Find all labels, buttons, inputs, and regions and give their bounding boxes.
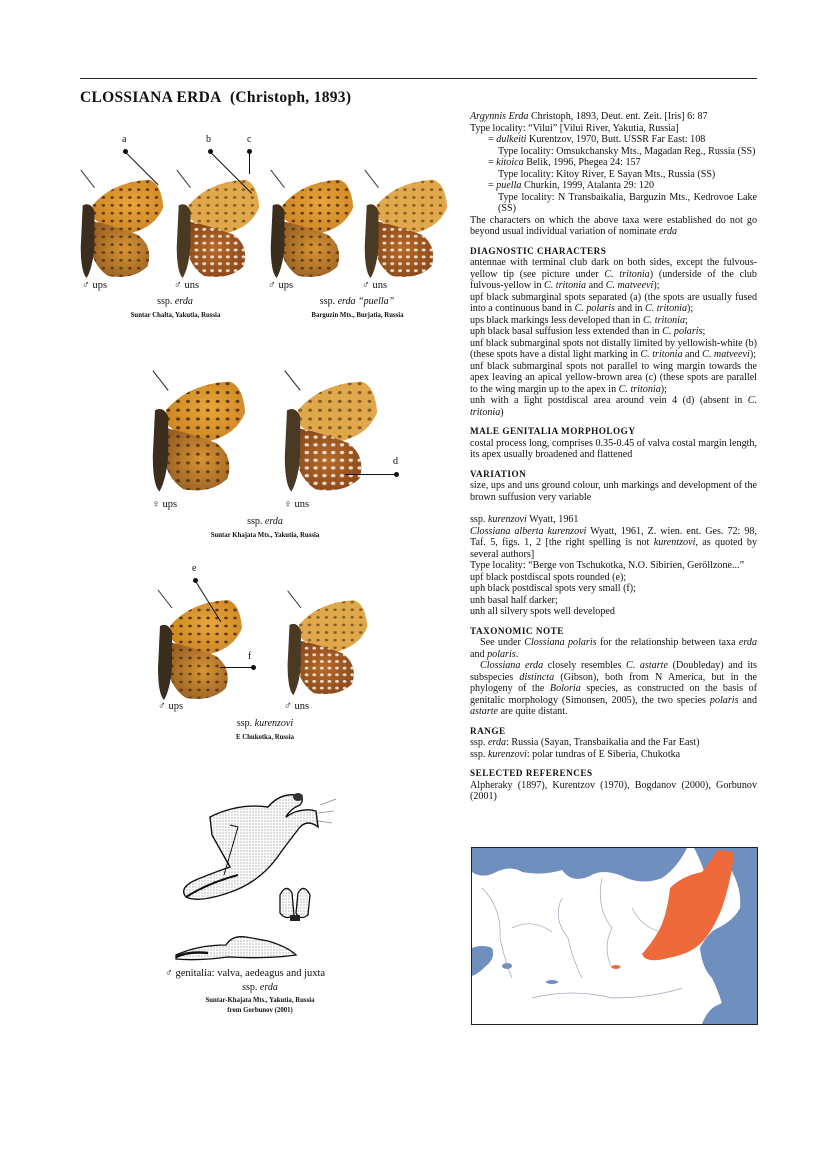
ti: C. tritonia [644,303,688,314]
distribution-map [471,847,758,1025]
ti: kurentzovi [653,537,696,548]
ssp-label-puella [292,296,422,307]
ti: C. tritonia [604,268,650,280]
ssp-name: kurenzovi [254,718,294,729]
butterfly-female-ups [144,366,254,494]
ssp-prefix: ssp. [242,982,258,993]
butterfly-male-uns-puella [356,168,456,278]
heading-variation: VARIATION [470,468,527,479]
ti: C. tritonia [470,395,757,418]
caption-genitalia: ♂ genitalia: valva, aedeagus and juxta [165,968,326,979]
juxta-drawing [280,888,310,921]
range-line-erda [470,737,757,749]
genitalia-drawing [168,775,348,965]
type-locality: Type locality: N Transbaikalia, Barguzin Mts., Kedrovoe Lake (SS) [498,191,757,214]
caption-male-uns-2: ♂ uns [362,280,388,291]
ssp-kurenzovi-title [470,514,757,526]
synonym-line [470,123,757,135]
equals-sign: = [488,157,497,168]
t: Wyatt, 1961 [526,514,579,525]
marker-line-c [249,152,250,174]
diag-item [470,338,757,361]
variation-text: size, ups and uns ground colour, unh markings and development of the brown suffusion very variable [470,480,757,503]
diag-item [470,315,757,327]
ssp-label-erda [120,296,230,307]
aedeagus-drawing [176,937,296,960]
ti: C. tritonia [544,280,587,291]
caption-male-uns-1: ♂ uns [174,280,200,291]
ti: polaris [709,694,739,706]
locality-barguzin: Barguzin Mts., Burjatia, Russia [311,312,404,319]
diagnostic-section [470,257,757,418]
variation-line: unh all silvery spots well developed [470,606,615,617]
genitalia-source: from Gorbunov (2001) [227,1007,293,1014]
ti: erda [738,637,757,648]
butterfly-kurenzovi-ups [150,588,250,700]
ssp-name: erda [264,516,283,527]
taxonomic-p2 [470,660,757,718]
t: unh with a light postdiscal area around vein 4 (d) (absent in [470,395,748,406]
variation-line: unh basal half darker; [470,594,558,606]
synonym-name: dulkeiti [496,134,527,145]
butterfly-male-uns-erda [168,168,268,278]
variation-line: uph black postdiscal spots very small (f); [470,583,636,594]
ti: C. tritonia [642,314,686,326]
equals-sign: = [488,134,497,145]
ssp-kurenzovi-type-locality: Type locality: “Berge von Tschukotka, N.O. Sibirien, Geröllzone...” [470,560,745,571]
locality-suntar-khajata: Suntar Khajata Mts., Yakutia, Russia [210,532,320,539]
ssp-prefix: ssp. [319,296,336,307]
marker-label-f: f [248,651,252,662]
marker-label-a: a [122,134,127,145]
t: ); [653,280,660,291]
t: unf black submarginal spots not distally limited by yellowish-white (b) (these spots have a distal light marking in [470,337,757,360]
note-italic: erda [658,226,678,237]
marker-label-b: b [206,134,211,145]
ssp-name: erda [174,296,193,307]
ti: Clossiana alberta kurenzovi [470,525,587,537]
t: for the relationship between taxa [596,637,739,648]
caption-female-ups: ♀ ups [152,499,178,510]
synonym-line [470,180,757,192]
equals-sign: = [488,180,497,191]
synonymy-section [470,111,757,238]
t: upf black submarginal spots separated (a) (the spots are usually fused into a continuous band in [470,291,757,314]
t: and [586,280,606,291]
t: ; [702,326,706,337]
t: closely resembles [543,660,627,671]
species-name: CLOSSIANA ERDA [80,89,222,106]
synonym-citation: Christoph, 1893, Deut. ent. Zeit. [Iris] 6: 87 [528,111,708,122]
range-area-sayan [612,965,621,969]
ti: C. tritonia [640,349,683,360]
heading-range: RANGE [470,725,506,736]
heading-diagnostic: DIAGNOSTIC CHARACTERS [470,245,607,256]
diag-item [470,292,757,315]
ti: kurenzovi [487,514,527,525]
synonym-line [470,134,757,146]
synonym-citation: Churkin, 1999, Atalanta 29: 120 [521,180,655,191]
page-title [80,89,351,107]
synonym-line [470,157,757,169]
genitalia-text: costal process long, comprises 0.35-0.45 of valva costal margin length, its apex usually broadened and flattened [470,437,757,460]
valva-drawing [184,793,336,899]
t: : Russia (Sayan, Transbaikalia and the Far East) [506,737,700,748]
type-locality: Type locality: “Vilui” [Vilui River, Yakutia, Russia] [470,122,679,134]
range-line-kurenzovi [470,749,757,761]
t: ssp. [470,737,488,748]
t: Wyatt, 1961, Z. wien. ent. Ges. 72: 98, Taf. 5, figs. 1, 2 [the right spelling is not [470,525,757,548]
synonym-name: Argynnis Erda [470,111,529,122]
ti: C. matveevi [702,349,750,360]
t: ups black markings less developed than in [470,314,643,326]
t: (Gibson), both from N America, but in the phylogeny of the [470,671,757,694]
locality-suntar-chalta: Suntar Chalta, Yakutia, Russia [130,312,221,319]
t: antennae with terminal club dark on both sides, except the fulvous-yellow tip (see picture under [470,257,757,280]
variation-line: upf black postdiscal spots rounded (e); [470,571,627,583]
marker-pin-f [251,665,256,670]
locality-e-chukotka: E Chukotka, Russia [236,734,294,741]
heading-taxonomic: TAXONOMIC NOTE [470,625,564,636]
ssp-name: erda [259,982,278,993]
ti: Boloria [549,683,581,694]
synonym-name: puella [496,180,522,191]
ssp-label-erda-2 [210,516,320,527]
synonym-line [470,169,757,181]
caption-kurenzovi-ups: ♂ ups [158,701,184,712]
t: ) (underside of the club fulvous-yellow in [470,268,757,291]
diag-item [470,257,757,292]
t: and [738,694,757,706]
heading-genitalia: MALE GENITALIA MORPHOLOGY [470,426,636,436]
t: ) [500,406,504,418]
heading-references: SELECTED REFERENCES [470,768,593,778]
marker-pin-d [394,472,399,477]
butterfly-male-ups-puella [262,168,362,278]
t: ); [687,303,694,314]
t: ssp. [470,748,488,760]
butterfly-kurenzovi-uns [280,588,375,696]
diag-item [470,326,757,338]
caption-female-uns: ♀ uns [284,499,310,510]
marker-label-e: e [192,563,197,574]
ti: C. polaris [662,326,703,337]
t: (Doubleday) and its subspecies [470,660,757,683]
t: ; [685,314,688,326]
t: are quite distant. [498,706,568,717]
ti: erda [487,737,507,748]
marker-line-f [220,667,253,668]
caption-male-ups-1: ♂ ups [82,280,108,291]
t: See under [480,637,525,648]
ti: C. astarte [626,660,668,671]
t: uph black basal suffusion less extended than in [470,326,663,337]
ti: Clossiana polaris [524,637,597,648]
ssp-prefix: ssp. [236,718,253,729]
synonym-line [470,146,757,158]
t: and [682,349,703,360]
marker-label-c: c [247,134,252,145]
ti: C. polaris [574,303,615,314]
taxonomic-p1 [470,637,757,660]
ti: kurenzovi [487,748,527,760]
ssp-suffix: “puella” [358,296,395,307]
diag-item [470,361,757,396]
ti: distincta [519,671,555,683]
type-locality: Type locality: Kitoy River, E Sayan Mts., Russia (SS) [498,168,716,180]
t: species, as constructed on the basis of genitalic morphology (Simonsen, 2005), the two species [470,683,757,706]
ti: C. matveevi [605,280,654,291]
t: unf black submarginal spots not parallel to wing margin towards the apex leaving an apical yellow-brown area (c) (these spots are parallel to the wing margin up to the apex in [470,360,757,395]
ssp-kurenzovi-citation [470,526,757,561]
t: : polar tundras of E Siberia, Chukotka [526,748,681,760]
ti: astarte [470,706,499,717]
t: and [470,648,488,660]
t: ); [660,383,667,395]
caption-kurenzovi-uns: ♂ uns [284,701,310,712]
header-rule [80,78,757,79]
t: , as quoted by several authors] [470,537,757,560]
ti: Clossiana erda [480,660,544,671]
locality-genitalia: Suntar-Khajata Mts., Yakutia, Russia [205,997,315,1004]
note-text: The characters on which the above taxa were established do not go beyond usual individual variation of nominate [470,214,757,237]
ssp-label-genitalia [205,982,315,993]
references-text: Alpheraky (1897), Kurentzov (1970), Bogdanov (2000), Gorbunov (2001) [470,779,757,802]
species-author: (Christoph, 1893) [229,89,352,106]
ssp-prefix: ssp. [247,516,263,527]
species-text-column [470,111,757,803]
synonym-name: kitoica [496,157,524,168]
synonym-citation: Kurentzov, 1970, Butt. USSR Far East: 108 [526,134,706,145]
marker-label-d: d [393,456,398,467]
caption-male-ups-2: ♂ ups [268,280,294,291]
ssp-prefix: ssp. [157,296,173,307]
ssp-label-kurenzovi [210,718,320,729]
diag-item [470,395,757,418]
ti: C. tritonia [618,383,661,395]
synonym-line [470,111,757,123]
synonymy-note [470,215,757,238]
synonym-citation: Belik, 1996, Phegea 24: 157 [523,157,641,168]
type-locality: Type locality: Omsukchansky Mts., Magadan Reg., Russia (SS) [498,145,756,157]
ti: polaris [487,648,516,660]
ssp-name: erda [337,296,356,307]
t: and in [614,303,645,314]
t: ssp. [470,514,488,525]
marker-line-d [345,474,395,475]
t: ); [749,349,756,360]
t: . [515,648,519,660]
synonym-line [470,192,757,215]
